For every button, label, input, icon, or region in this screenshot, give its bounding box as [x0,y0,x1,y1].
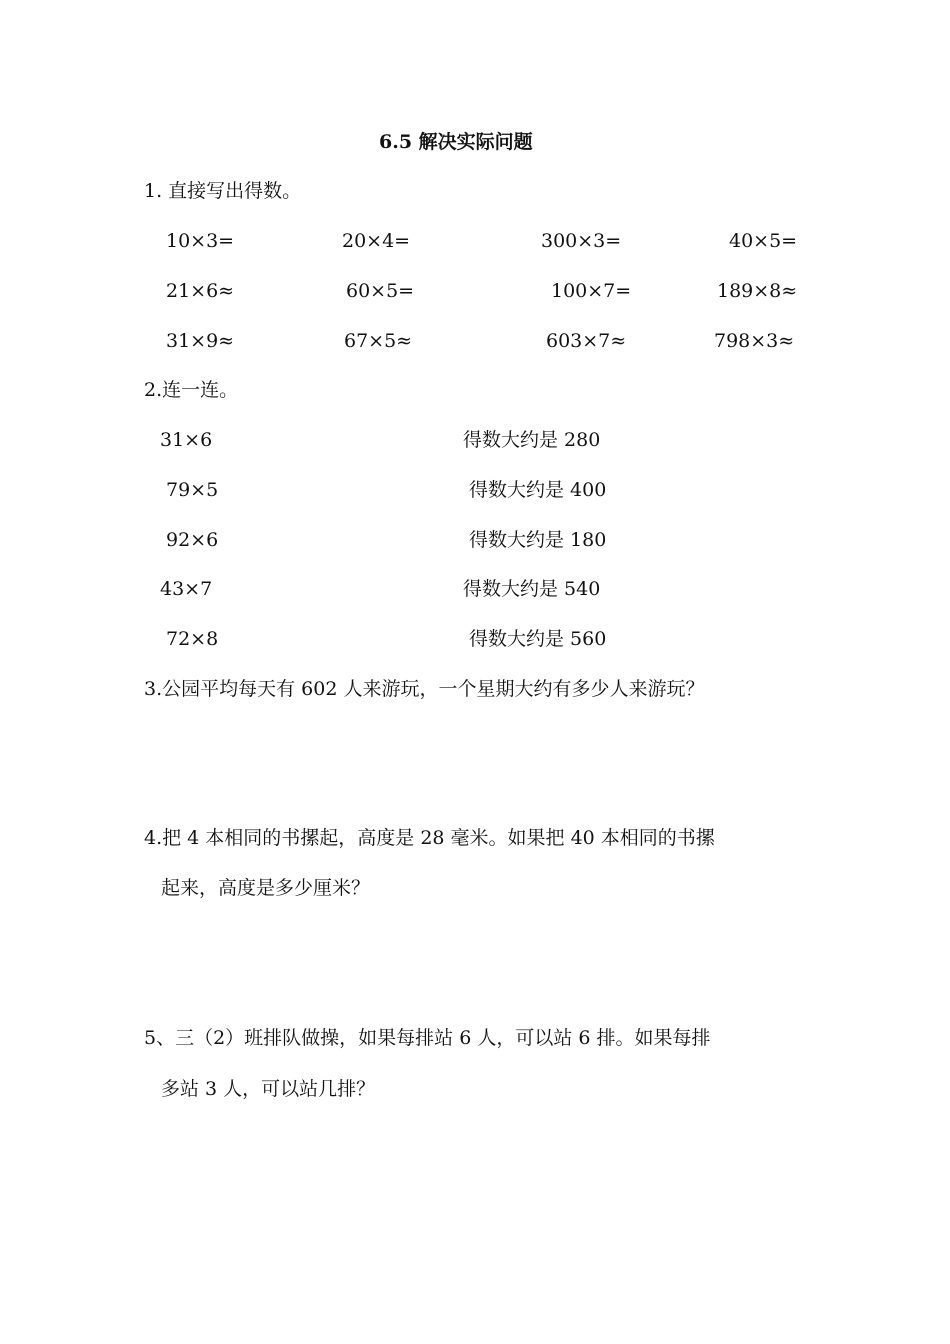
q1-item: 31×9≈ [166,330,235,352]
q1-item: 60×5= [346,280,415,302]
q2-heading: 2.连一连。 [144,379,239,401]
q2-left-item: 79×5 [166,479,219,501]
q1-item: 300×3= [541,230,622,252]
q5-line1: 5、三（2）班排队做操，如果每排站 6 人，可以站 6 排。如果每排 [144,1027,711,1049]
q3-text: 3.公园平均每天有 602 人来游玩，一个星期大约有多少人来游玩？ [144,678,705,700]
q1-heading: 1. 直接写出得数。 [144,180,302,202]
q1-item: 10×3= [166,230,235,252]
q2-left-item: 92×6 [166,529,219,551]
q2-right-item: 得数大约是 180 [469,529,607,551]
q1-item: 189×8≈ [717,280,798,302]
q1-item: 20×4= [342,230,411,252]
q1-item: 100×7= [551,280,632,302]
q1-item: 603×7≈ [546,330,627,352]
q4-line2: 起来，高度是多少厘米？ [161,877,371,899]
q1-item: 67×5≈ [344,330,413,352]
q2-right-item: 得数大约是 560 [469,628,607,650]
q1-item: 40×5= [729,230,798,252]
worksheet-title: 6.5 解决实际问题 [379,131,533,153]
q5-line2: 多站 3 人，可以站几排？ [161,1078,376,1100]
q4-line1: 4.把 4 本相同的书摞起，高度是 28 毫米。如果把 40 本相同的书摞 [144,827,715,849]
q2-right-item: 得数大约是 280 [463,429,601,451]
q2-right-item: 得数大约是 400 [469,479,607,501]
q1-item: 798×3≈ [714,330,795,352]
q2-right-item: 得数大约是 540 [463,578,601,600]
q2-left-item: 72×8 [166,628,219,650]
q1-item: 21×6≈ [166,280,235,302]
q2-left-item: 43×7 [160,578,213,600]
q2-left-item: 31×6 [160,429,213,451]
